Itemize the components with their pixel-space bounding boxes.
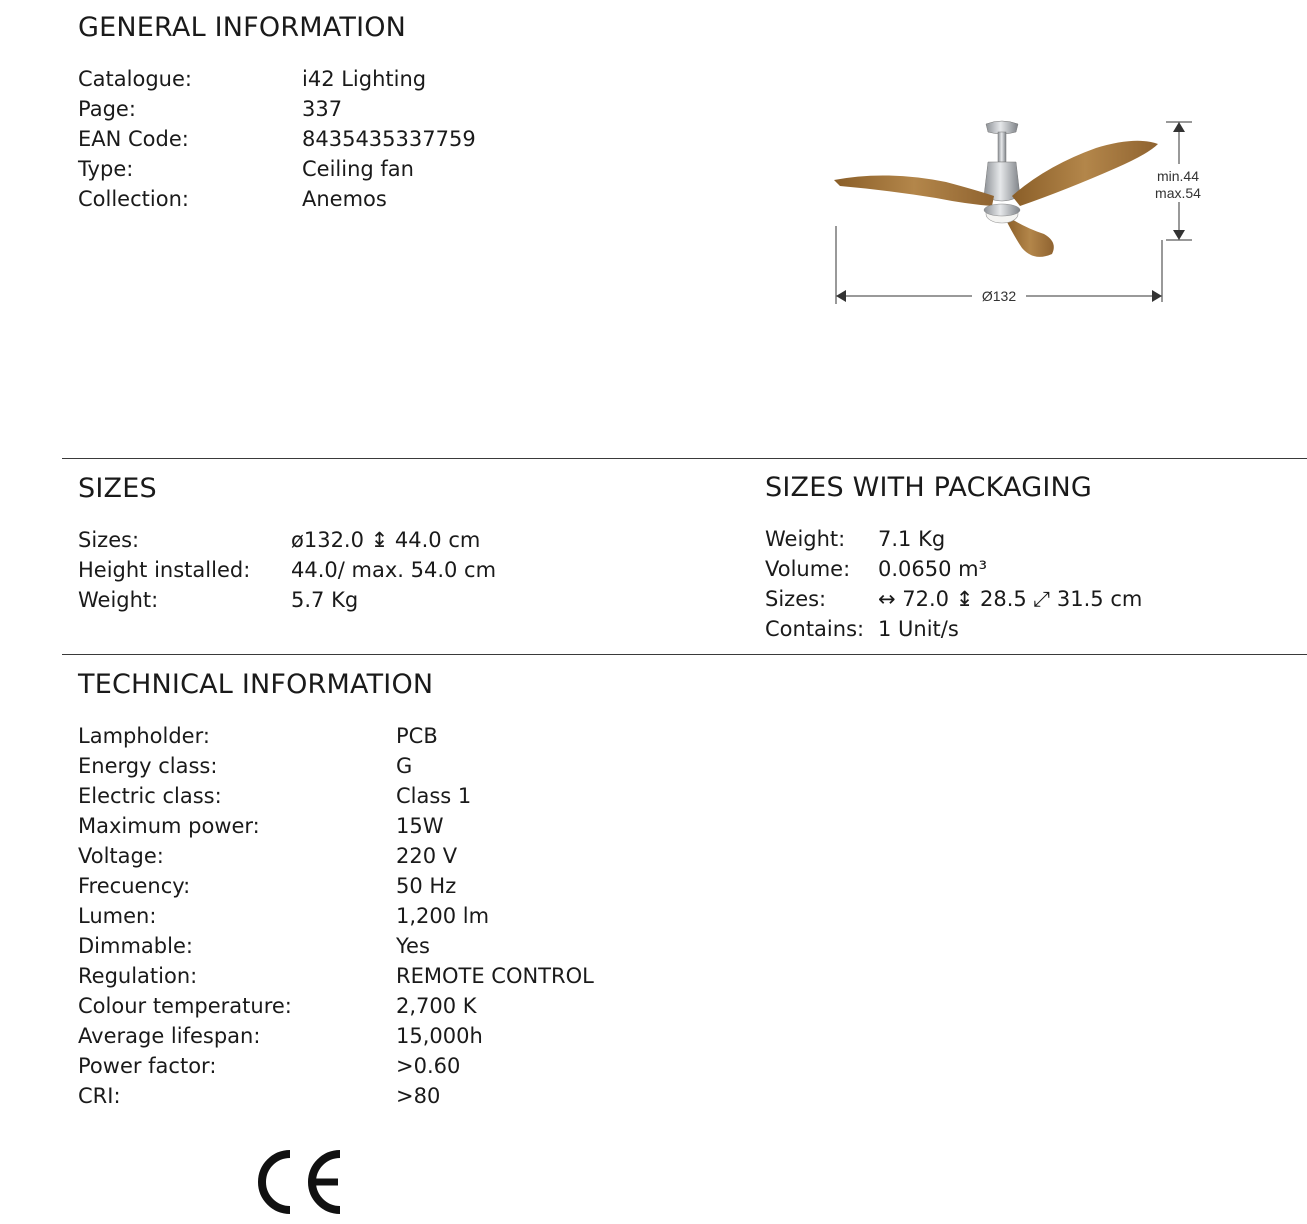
row-value: >0.60 <box>396 1054 461 1078</box>
row-value: 44.0/ max. 54.0 cm <box>291 558 497 582</box>
row-label: Average lifespan: <box>78 1024 261 1048</box>
row-label: Collection: <box>78 187 189 211</box>
row-label: Weight: <box>765 527 846 551</box>
row-label: Volume: <box>765 557 851 581</box>
section-divider <box>62 458 1307 459</box>
row-value: 1,200 lm <box>396 904 490 928</box>
row-label: Maximum power: <box>78 814 260 838</box>
row-value: REMOTE CONTROL <box>396 964 594 988</box>
row-value: 1 Unit/s <box>878 617 959 641</box>
diameter-label: Ø132 <box>981 288 1017 304</box>
technical-information-heading: TECHNICAL INFORMATION <box>78 669 434 700</box>
row-value: Yes <box>396 934 430 958</box>
height-dimension <box>1162 122 1192 302</box>
row-value: Anemos <box>302 187 387 211</box>
row-label: Catalogue: <box>78 67 192 91</box>
row-label: Lampholder: <box>78 724 210 748</box>
row-value: PCB <box>396 724 438 748</box>
row-label: Height installed: <box>78 558 251 582</box>
row-value: >80 <box>396 1084 441 1108</box>
row-label: Sizes: <box>78 528 140 552</box>
row-label: Frecuency: <box>78 874 191 898</box>
row-value: 2,700 K <box>396 994 477 1018</box>
row-label: EAN Code: <box>78 127 189 151</box>
row-label: Voltage: <box>78 844 164 868</box>
row-label: Page: <box>78 97 136 121</box>
row-label: Energy class: <box>78 754 218 778</box>
row-value: ↔ 72.0 ↨ 28.5 ⤢ 31.5 cm <box>878 587 1143 611</box>
row-label: CRI: <box>78 1084 121 1108</box>
row-value: 15W <box>396 814 444 838</box>
row-value: 7.1 Kg <box>878 527 946 551</box>
packaging-heading: SIZES WITH PACKAGING <box>765 472 1093 503</box>
row-value: 15,000h <box>396 1024 483 1048</box>
row-label: Contains: <box>765 617 865 641</box>
row-value: 8435435337759 <box>302 127 476 151</box>
row-value: i42 Lighting <box>302 67 427 91</box>
row-value: 5.7 Kg <box>291 588 359 612</box>
section-divider <box>62 654 1307 655</box>
row-label: Electric class: <box>78 784 222 808</box>
sizes-heading: SIZES <box>78 473 157 504</box>
row-label: Type: <box>78 157 134 181</box>
row-label: Weight: <box>78 588 159 612</box>
row-value: G <box>396 754 413 778</box>
row-label: Power factor: <box>78 1054 217 1078</box>
row-value: Ceiling fan <box>302 157 414 181</box>
row-label: Dimmable: <box>78 934 193 958</box>
row-value: 50 Hz <box>396 874 457 898</box>
row-label: Lumen: <box>78 904 157 928</box>
row-value: Class 1 <box>396 784 472 808</box>
ce-mark-icon <box>258 1148 348 1216</box>
product-dimension-drawing <box>826 110 1226 315</box>
row-value: 337 <box>302 97 343 121</box>
general-information-heading: GENERAL INFORMATION <box>78 12 407 43</box>
ceiling-fan-icon <box>834 121 1158 257</box>
height-max-label: max.54 <box>1155 185 1201 201</box>
height-min-label: min.44 <box>1156 168 1200 184</box>
row-label: Regulation: <box>78 964 198 988</box>
row-value: 220 V <box>396 844 458 868</box>
row-label: Colour temperature: <box>78 994 292 1018</box>
row-label: Sizes: <box>765 587 827 611</box>
row-value: 0.0650 m³ <box>878 557 988 581</box>
row-value: ø132.0 ↨ 44.0 cm <box>291 528 481 552</box>
